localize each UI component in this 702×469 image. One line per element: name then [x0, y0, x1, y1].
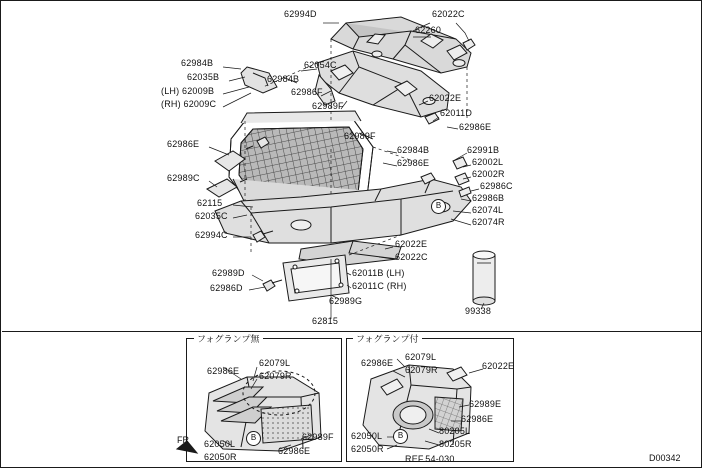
label-62815: 62815	[312, 316, 339, 326]
label-62050R-left: 62050R	[204, 452, 237, 462]
label-62115: 62115	[197, 198, 223, 208]
label-62002R: 62002R	[472, 169, 505, 179]
label-62022E-right: 62022E	[482, 361, 515, 371]
label-62079R-left: 62079R	[259, 371, 292, 381]
label-62022C-low: 62022C	[395, 252, 428, 262]
label-62986F: 62986F	[291, 87, 323, 97]
label-62986E-panel-right: 62986E	[361, 358, 394, 368]
label-62050R-right: 62050R	[351, 444, 384, 454]
label-62986E-panel-left-2: 62986E	[278, 446, 311, 456]
label-62994D: 62994D	[284, 9, 317, 19]
label-62035B: 62035B	[187, 72, 220, 82]
label-ref-54-030: REF.54-030	[405, 454, 455, 464]
panel-fog-none-title: フォグランプ無	[194, 332, 263, 345]
label-62035C: 62035C	[195, 211, 228, 221]
label-62989F-mid: 62989F	[344, 131, 376, 141]
label-62079L-left: 62079L	[259, 358, 291, 368]
label-99338: 99338	[465, 306, 492, 316]
panel-artwork	[1, 1, 702, 469]
label-62079L-right: 62079L	[405, 352, 437, 362]
label-62986E-right: 62986E	[397, 158, 430, 168]
label-62986E-right-top: 62986E	[459, 122, 492, 132]
fr-marker-label: FR	[177, 435, 189, 445]
label-62989G: 62989G	[329, 296, 363, 306]
label-62991B: 62991B	[467, 145, 500, 155]
label-62260: 62260	[415, 25, 442, 35]
balloon-b-main: B	[431, 199, 446, 214]
label-62011B-lh: 62011B (LH)	[352, 268, 405, 278]
label-62989E: 62989E	[469, 399, 502, 409]
label-62989F-upper: 62989F	[312, 101, 344, 111]
panel-fog-with-title: フォグランプ付	[353, 332, 422, 345]
balloon-b-left-panel: B	[246, 431, 261, 446]
label-62011C-rh: 62011C (RH)	[352, 281, 407, 291]
label-62074R: 62074R	[472, 217, 505, 227]
label-62011D: 62011D	[440, 108, 473, 118]
label-62989D: 62989D	[212, 268, 245, 278]
sheet-code: D00342	[649, 453, 681, 463]
label-62989F-panel-left: 62989F	[302, 432, 334, 442]
label-62054C: 62054C	[304, 60, 337, 70]
label-62986E-panel-right-2: 62986E	[461, 414, 494, 424]
label-62009C-rh: (RH) 62009C	[161, 99, 217, 109]
label-62994C: 62994C	[195, 230, 228, 240]
label-62050L-left: 62050L	[204, 439, 236, 449]
label-62986B: 62986B	[472, 193, 505, 203]
balloon-b-right-panel: B	[393, 429, 408, 444]
label-62022E-top: 62022E	[429, 93, 462, 103]
label-62986C: 62986C	[480, 181, 513, 191]
label-62986E-left: 62986E	[167, 139, 200, 149]
label-62002L: 62002L	[472, 157, 504, 167]
label-62986D: 62986D	[210, 283, 243, 293]
label-62009B-lh: (LH) 62009B	[161, 86, 215, 96]
label-62022C-top: 62022C	[432, 9, 465, 19]
label-62984B-right: 62984B	[397, 145, 430, 155]
label-62074L: 62074L	[472, 205, 504, 215]
label-62989C: 62989C	[167, 173, 200, 183]
label-62986E-panel-left: 62986E	[207, 366, 240, 376]
label-80205L: 80205L	[439, 426, 471, 436]
label-62050L-right: 62050L	[351, 431, 383, 441]
label-80205R: 80205R	[439, 439, 472, 449]
label-62022E-low: 62022E	[395, 239, 428, 249]
label-62984B-left: 62984B	[181, 58, 214, 68]
label-62984B-mid: 62984B	[267, 74, 300, 84]
label-62079R-right: 62079R	[405, 365, 438, 375]
